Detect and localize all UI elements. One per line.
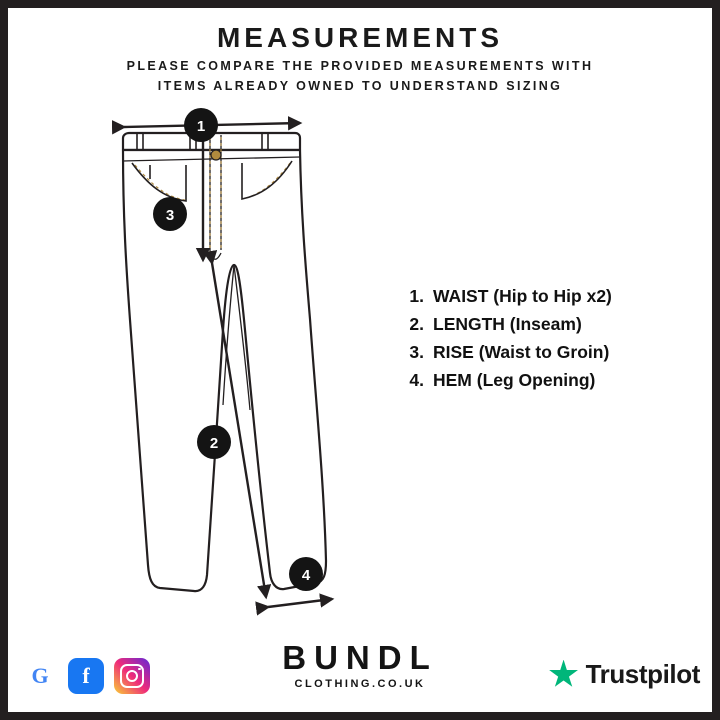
legend-item-hem	[398, 370, 698, 391]
page-subtitle	[60, 56, 660, 96]
hem-measure-arrow	[268, 599, 332, 607]
frame-border-right	[712, 0, 720, 720]
marker-2	[197, 425, 231, 459]
page-title: MEASUREMENTS	[216, 22, 503, 53]
facebook-glyph: f	[82, 663, 90, 688]
brand-name: BUNDL	[282, 639, 438, 676]
legend-number-3: 3.	[409, 342, 424, 362]
subtitle-line-1: PLEASE COMPARE THE PROVIDED MEASUREMENTS WITH	[126, 59, 594, 73]
legend-item-length	[398, 314, 698, 335]
marker-1	[184, 108, 218, 142]
legend-label-1: WAIST (Hip to Hip x2)	[433, 286, 612, 306]
facebook-icon[interactable]	[68, 658, 104, 694]
measurement-legend	[398, 286, 698, 398]
legend-label-3: RISE (Waist to Groin)	[433, 342, 610, 362]
frame-border-left	[0, 0, 8, 720]
legend-number-4: 4.	[409, 370, 424, 390]
jeans-diagram	[90, 105, 390, 625]
marker-4-label: 4	[301, 567, 311, 584]
legend-number-1: 1.	[409, 286, 424, 306]
legend-label-2: LENGTH (Inseam)	[433, 314, 582, 334]
brand-website: CLOTHING.CO.UK	[294, 678, 426, 690]
marker-3-label: 3	[165, 207, 175, 224]
jeans-technical-drawing-svg	[90, 105, 390, 625]
star-icon	[549, 660, 579, 690]
trustpilot-logo[interactable]	[549, 659, 700, 690]
legend-number-2: 2.	[409, 314, 424, 334]
frame-border-top	[0, 0, 720, 8]
instagram-camera-shape	[120, 664, 144, 688]
legend-item-rise	[398, 342, 698, 363]
marker-1-label: 1	[196, 118, 206, 135]
marker-4	[289, 557, 323, 591]
footer	[0, 616, 720, 712]
google-icon[interactable]	[22, 658, 58, 694]
google-glyph: G	[31, 663, 49, 688]
marker-3	[153, 197, 187, 231]
trustpilot-label: Trustpilot	[585, 659, 700, 689]
waist-button	[211, 150, 221, 160]
legend-item-waist	[398, 286, 698, 307]
marker-2-label: 2	[209, 435, 219, 452]
social-links	[22, 658, 150, 694]
instagram-icon[interactable]	[114, 658, 150, 694]
legend-label-4: HEM (Leg Opening)	[433, 370, 596, 390]
frame-border-bottom	[0, 712, 720, 720]
subtitle-line-2: ITEMS ALREADY OWNED TO UNDERSTAND SIZING	[157, 79, 563, 93]
